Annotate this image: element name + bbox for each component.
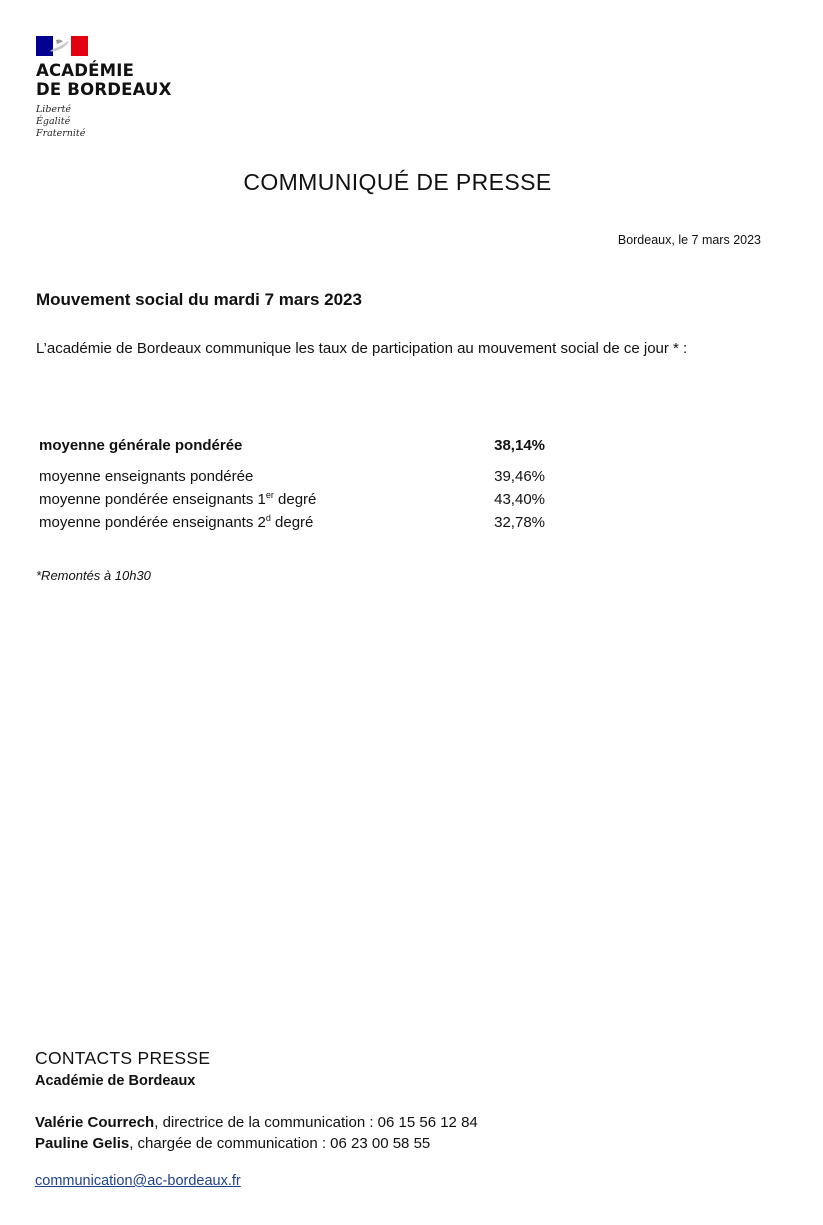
rate-row-first-degree bbox=[39, 488, 545, 511]
rate-label-superscript: er bbox=[265, 490, 274, 500]
contact-person bbox=[35, 1135, 430, 1152]
rate-label-suffix: degré bbox=[270, 514, 314, 531]
subject-heading: Mouvement social du mardi 7 mars 2023 bbox=[36, 290, 362, 309]
rate-label-suffix: degré bbox=[273, 491, 317, 508]
contact-email-link[interactable]: communication@ac-bordeaux.fr bbox=[35, 1173, 241, 1189]
academy-logo bbox=[36, 36, 172, 140]
intro-paragraph: L’académie de Bordeaux communique les taux de participation au mouvement social de ce jour * : bbox=[36, 340, 688, 357]
contact-name: Valérie Courrech bbox=[35, 1114, 155, 1131]
contact-details: , directrice de la communication : 06 15 56 12 84 bbox=[154, 1114, 478, 1131]
marianne-logo-icon bbox=[36, 36, 88, 56]
rate-row-teachers bbox=[39, 465, 545, 488]
rate-label-main: moyenne pondérée enseignants 1 bbox=[39, 491, 266, 508]
logo-text-line-1: ACADÉMIE bbox=[36, 61, 135, 80]
rate-label bbox=[39, 511, 313, 534]
contact-name: Pauline Gelis bbox=[35, 1135, 130, 1152]
participation-rates bbox=[39, 434, 545, 534]
contact-person bbox=[35, 1114, 478, 1131]
rate-value: 39,46% bbox=[494, 468, 545, 485]
rate-row-second-degree bbox=[39, 511, 545, 534]
rate-value: 32,78% bbox=[494, 514, 545, 531]
rate-label-main: moyenne pondérée enseignants 2 bbox=[39, 514, 266, 531]
document-title: COMMUNIQUÉ DE PRESSE bbox=[243, 169, 552, 195]
rate-row-general bbox=[39, 434, 545, 457]
motto-egalite: Égalité bbox=[36, 116, 71, 127]
motto-liberte: Liberté bbox=[36, 104, 72, 115]
contact-details: , chargée de communication : 06 23 00 58 55 bbox=[129, 1135, 431, 1152]
rate-label: moyenne enseignants pondérée bbox=[39, 468, 254, 485]
contacts-heading: CONTACTS PRESSE bbox=[35, 1048, 211, 1068]
rate-label: moyenne générale pondérée bbox=[39, 437, 243, 454]
rate-label bbox=[39, 488, 316, 511]
footnote: *Remontés à 10h30 bbox=[36, 568, 151, 583]
rate-value: 43,40% bbox=[494, 491, 545, 508]
contacts-organization: Académie de Bordeaux bbox=[35, 1073, 196, 1089]
logo-text-line-2: DE BORDEAUX bbox=[36, 79, 172, 99]
republic-motto bbox=[36, 104, 172, 140]
date-line: Bordeaux, le 7 mars 2023 bbox=[617, 233, 761, 247]
rate-label-superscript: d bbox=[265, 513, 271, 523]
rate-value: 38,14% bbox=[494, 437, 545, 454]
motto-fraternite: Fraternité bbox=[36, 128, 86, 139]
